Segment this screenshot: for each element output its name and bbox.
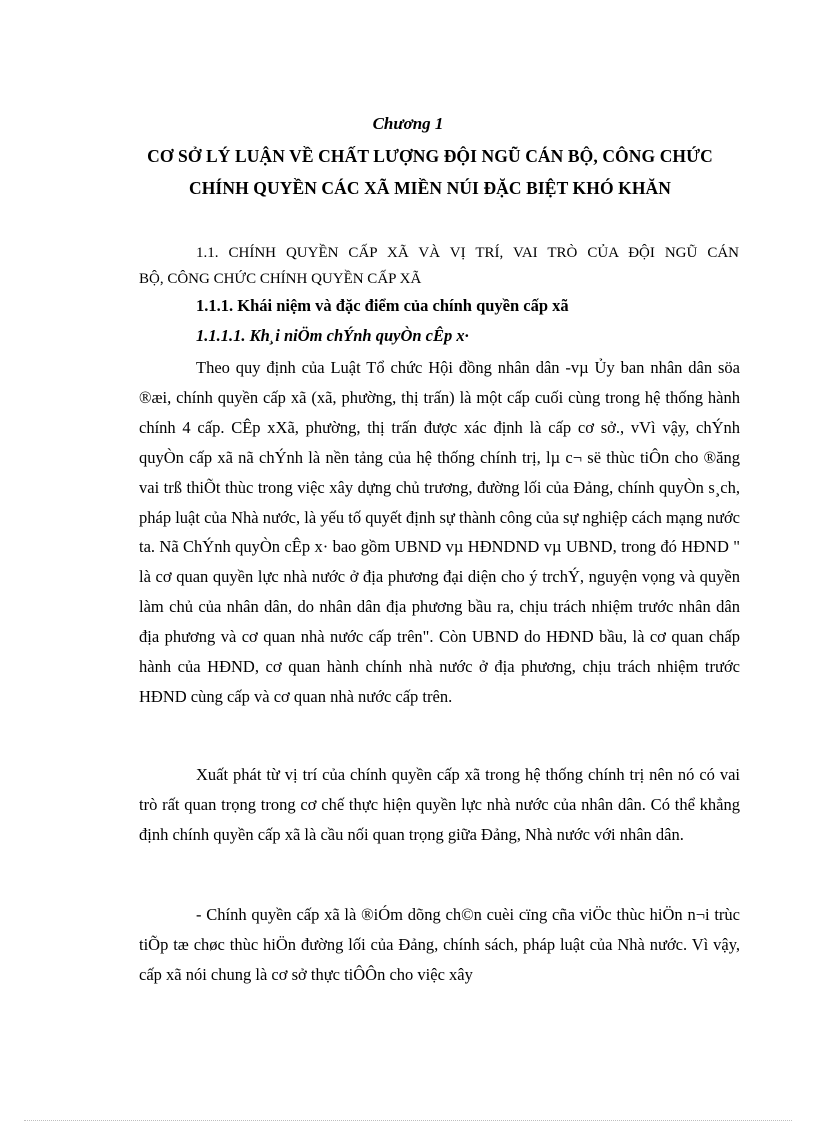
paragraph-text: Theo quy định của Luật Tổ chức Hội đồng nhân dân -vµ Ủy ban nhân dân söa ®æi, chính quyền cấp xã (xã, phường, thị trấn) là một cấp cuối cùng trong hệ thống hành chính 4 cấp. CÊp xXã, phường, thị trấn được xác định là cấp cơ sở., vVì vậy, chÝnh quyÒn cấp xã nã chÝnh là nền tảng của hệ thống chính trị, lµ c¬ së thùc tiÔn cho ®ăng vai trß thiÕt thùc trong việc xây dựng chủ trương, đường lối của Đảng, chính quyÒn s¸ch, pháp luật của Nhà nước, là yếu tố quyết định sự thành công của sự nghiệp cách mạng nước ta. Nã ChÝnh quyÒn cÊp x· bao gồm UBND vµ HĐNDND vµ UBND, trong đó HĐND " là cơ quan quyền lực nhà nước ở địa phương đại diện cho ý trchÝ, nguyện vọng và quyền làm chủ của nhân dân, do nhân dân địa phương bầu ra, chịu trách nhiệm trước nhân dân địa phương và cơ quan nhà nước cấp trên". Còn UBND do HĐND bầu, là cơ quan chấp hành của HĐND, cơ quan hành chính nhà nước ở địa phương, chịu trách nhiệm trước HĐND cùng cấp và cơ quan nhà nước cấp trên. <box>139 358 740 706</box>
section-1-1-line-1: 1.1. CHÍNH QUYỀN CẤP XÃ VÀ VỊ TRÍ, VAI TRÒ CỦA ĐỘI NGŨ CÁN <box>196 245 739 261</box>
chapter-title-line-1: CƠ SỞ LÝ LUẬN VỀ CHẤT LƯỢNG ĐỘI NGŨ CÁN BỘ, CÔNG CHỨC <box>147 146 713 166</box>
body-paragraph-3 <box>139 900 740 990</box>
heading-1-1-1-1: 1.1.1.1. Kh¸i niÖm chÝnh quyÒn cÊp x· <box>196 326 469 345</box>
paragraph-text: - Chính quyền cấp xã là ®iÓm dõng ch©n cuèi cïng cña viÖc thùc hiÖn n¬i trùc tiÕp tæ chøc thùc hiÖn đường lối của Đảng, chính sách, pháp luật của Nhà nước. Vì vậy, cấp xã nói chung là cơ sở thực tiÔÔn cho việc xây <box>139 905 740 984</box>
section-1-1-line-2: BỘ, CÔNG CHỨC CHÍNH QUYỀN CẤP XÃ <box>139 271 422 287</box>
page-bottom-divider <box>24 1120 792 1121</box>
body-paragraph-2 <box>139 760 740 850</box>
body-paragraph-1 <box>139 353 740 712</box>
chapter-title-line-2: CHÍNH QUYỀN CÁC XÃ MIỀN NÚI ĐẶC BIỆT KHÓ KHĂN <box>188 178 672 198</box>
paragraph-text: Xuất phát từ vị trí của chính quyền cấp xã trong hệ thống chính trị nên nó có vai trò rất quan trọng trong cơ chế thực hiện quyền lực nhà nước của nhân dân. Có thể khẳng định chính quyền cấp xã là cầu nối quan trọng giữa Đảng, Nhà nước với nhân dân. <box>139 765 740 844</box>
chapter-heading: Chương 1 <box>372 114 444 133</box>
heading-1-1-1: 1.1.1. Khái niệm và đặc điểm của chính quyền cấp xã <box>196 296 569 315</box>
